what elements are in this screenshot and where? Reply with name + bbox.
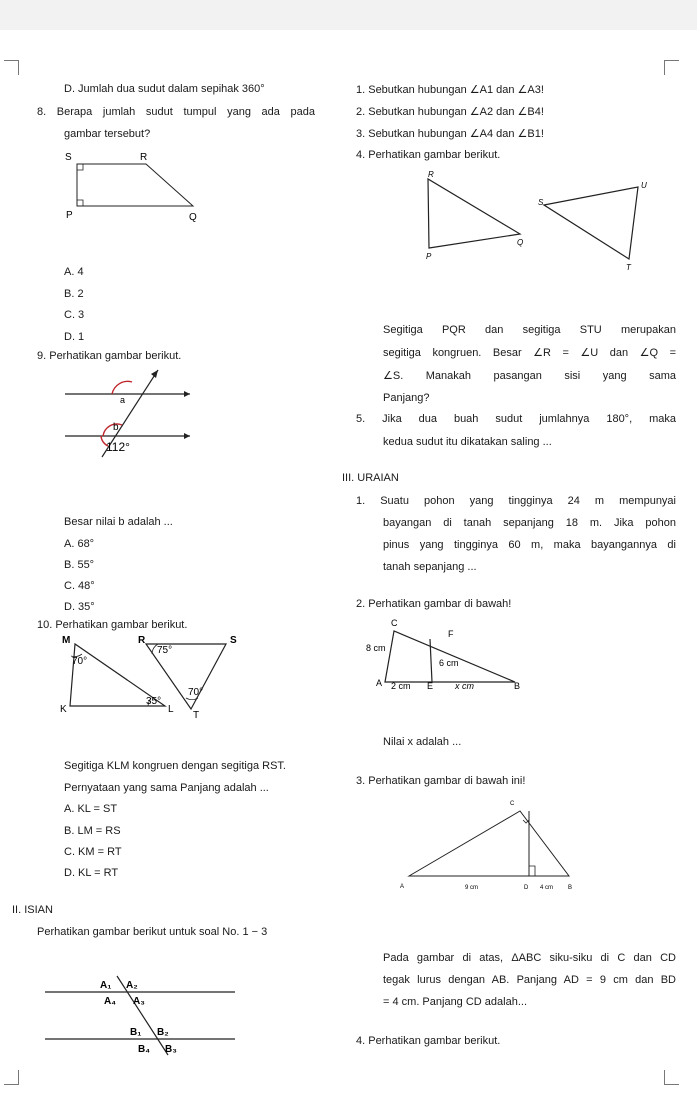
q10-label-m: M (62, 635, 71, 646)
q10-option-b: B. LM = RS (64, 825, 121, 837)
q9-label-a: a (120, 395, 126, 405)
q10-option-c: C. KM = RT (64, 846, 122, 858)
q10-label-70-m: 70° (72, 656, 88, 667)
crop-mark-bottom-right (664, 1070, 679, 1085)
isian-label-q: Q (517, 238, 524, 247)
label-a1: A₁ (100, 980, 112, 991)
label-b4: B₄ (138, 1044, 150, 1055)
q9-option-b: B. 55° (64, 559, 95, 571)
u2-label-c: C (391, 618, 398, 628)
q10-text-line2: Pernyataan yang sama Panjang adalah ... (64, 782, 269, 794)
q9-parallel-lines-figure (60, 365, 200, 465)
uraian-3-text-line2: tegak lurus dengan AB. Panjang AD = 9 cm dan BD (383, 974, 676, 986)
u2-label-b: B (514, 681, 521, 691)
label-a4: A₄ (104, 996, 116, 1007)
q9-stem: 9. Perhatikan gambar berikut. (37, 350, 182, 362)
isian-item-3: 3. Sebutkan hubungan ∠A4 dan ∠B1! (356, 128, 544, 140)
q8-label-q: Q (189, 212, 197, 223)
q7-option-d: D. Jumlah dua sudut dalam sepihak 360° (64, 83, 265, 95)
u2-label-xcm: x cm (455, 681, 474, 691)
u3-label-a: A (400, 884, 405, 890)
section-iii-title: III. URAIAN (342, 472, 399, 484)
u3-label-d: D (524, 885, 529, 891)
q8-label-s: S (65, 152, 72, 163)
q10-label-s: S (230, 635, 237, 646)
u2-label-a: A (376, 678, 383, 688)
label-b1: B₁ (130, 1027, 142, 1038)
q8-label-p: P (66, 210, 73, 221)
q10-triangles-figure (60, 632, 280, 722)
q8-option-c: C. 3 (64, 309, 85, 321)
uraian-3-text-line1: Pada gambar di atas, ΔABC siku-siku di C dan CD (383, 952, 676, 964)
section-ii-title: II. ISIAN (12, 904, 53, 916)
q9-label-112: 112° (106, 440, 130, 454)
u3-label-b: B (568, 885, 573, 891)
isian-label-p: P (426, 252, 432, 261)
isian-label-u: U (641, 181, 647, 190)
u3-label-9cm: 9 cm (465, 885, 479, 891)
section-ii-intro: Perhatikan gambar berikut untuk soal No. 1 − 3 (37, 926, 268, 938)
q9-label-b: b (113, 422, 119, 433)
q10-option-a: A. KL = ST (64, 803, 118, 815)
uraian-2-question: Nilai x adalah ... (383, 736, 462, 748)
uraian-3-stem: 3. Perhatikan gambar di bawah ini! (356, 775, 526, 787)
top-band (0, 0, 697, 30)
isian-item-5-line1: 5. Jika dua buah sudut jumlahnya 180°, maka (356, 413, 676, 425)
crop-mark-bottom-left (4, 1070, 19, 1085)
q10-label-r: R (138, 635, 146, 646)
q10-text-line1: Segitiga KLM kongruen dengan segitiga RST. (64, 760, 286, 772)
label-b2: B₂ (157, 1027, 169, 1038)
q10-option-d: D. KL = RT (64, 867, 119, 879)
label-a2: A₂ (126, 980, 138, 991)
q8-stem-line2: gambar tersebut? (64, 128, 151, 140)
u2-label-6cm: 6 cm (439, 658, 459, 668)
q8-option-b: B. 2 (64, 288, 84, 300)
isian-item-5-line2: kedua sudut itu dikatakan saling ... (383, 436, 552, 448)
u3-label-c: C (510, 801, 515, 807)
isian-item-2: 2. Sebutkan hubungan ∠A2 dan ∠B4! (356, 106, 544, 118)
u2-label-8cm: 8 cm (366, 643, 386, 653)
uraian-2-stem: 2. Perhatikan gambar di bawah! (356, 598, 512, 610)
q9-option-c: C. 48° (64, 580, 95, 592)
q10-label-35: 35° (146, 696, 162, 707)
uraian-1-line4: tanah sepanjang ... (383, 561, 477, 573)
label-a3: A₃ (133, 996, 145, 1007)
uraian-4-stem: 4. Perhatikan gambar berikut. (356, 1035, 501, 1047)
uraian-2-triangle-figure (366, 615, 530, 695)
uraian-3-right-triangle-figure (390, 795, 600, 895)
uraian-3-text-line3: = 4 cm. Panjang CD adalah... (383, 996, 527, 1008)
isian-label-t: T (626, 263, 631, 272)
isian-item-4: 4. Perhatikan gambar berikut. (356, 149, 501, 161)
isian-congruent-triangles-figure (420, 170, 660, 275)
q10-label-l: L (168, 704, 174, 715)
isian-text-line4: Panjang? (383, 392, 430, 404)
q10-label-k: K (60, 704, 67, 715)
q9-question: Besar nilai b adalah ... (64, 516, 173, 528)
q10-label-75: 75° (157, 645, 173, 656)
q9-option-a: A. 68° (64, 538, 95, 550)
q10-label-70-t: 70° (188, 687, 204, 698)
q10-label-t: T (193, 710, 200, 721)
uraian-1-line1: 1. Suatu pohon yang tingginya 24 m mempunyai (356, 495, 676, 507)
isian-text-line3: ∠S. Manakah pasangan sisi yang sama (383, 370, 676, 382)
crop-mark-top-right (664, 60, 679, 75)
q8-stem-line1: 8. Berapa jumlah sudut tumpul yang ada pada (37, 106, 315, 118)
isian-label-r: R (428, 170, 434, 179)
q9-option-d: D. 35° (64, 601, 95, 613)
crop-mark-top-left (4, 60, 19, 75)
uraian-1-line3: pinus yang tingginya 60 m, maka bayangannya di (383, 539, 676, 551)
isian-text-line1: Segitiga PQR dan segitiga STU merupakan (383, 324, 676, 336)
isian-item-1: 1. Sebutkan hubungan ∠A1 dan ∠A3! (356, 84, 544, 96)
section-ii-parallel-figure (40, 970, 240, 1080)
u2-label-e: E (427, 681, 434, 691)
q8-option-d: D. 1 (64, 331, 85, 343)
isian-text-line2: segitiga kongruen. Besar ∠R = ∠U dan ∠Q = (383, 347, 676, 359)
q8-label-r: R (140, 152, 148, 163)
q8-trapezoid-figure (60, 148, 220, 228)
u3-label-4cm: 4 cm (540, 885, 554, 891)
q8-option-a: A. 4 (64, 266, 84, 278)
isian-label-s: S (538, 198, 544, 207)
q10-stem: 10. Perhatikan gambar berikut. (37, 619, 188, 631)
u2-label-2cm: 2 cm (391, 681, 411, 691)
u2-label-f: F (448, 629, 454, 639)
label-b3: B₃ (165, 1044, 177, 1055)
uraian-1-line2: bayangan di tanah sepanjang 18 m. Jika pohon (383, 517, 676, 529)
